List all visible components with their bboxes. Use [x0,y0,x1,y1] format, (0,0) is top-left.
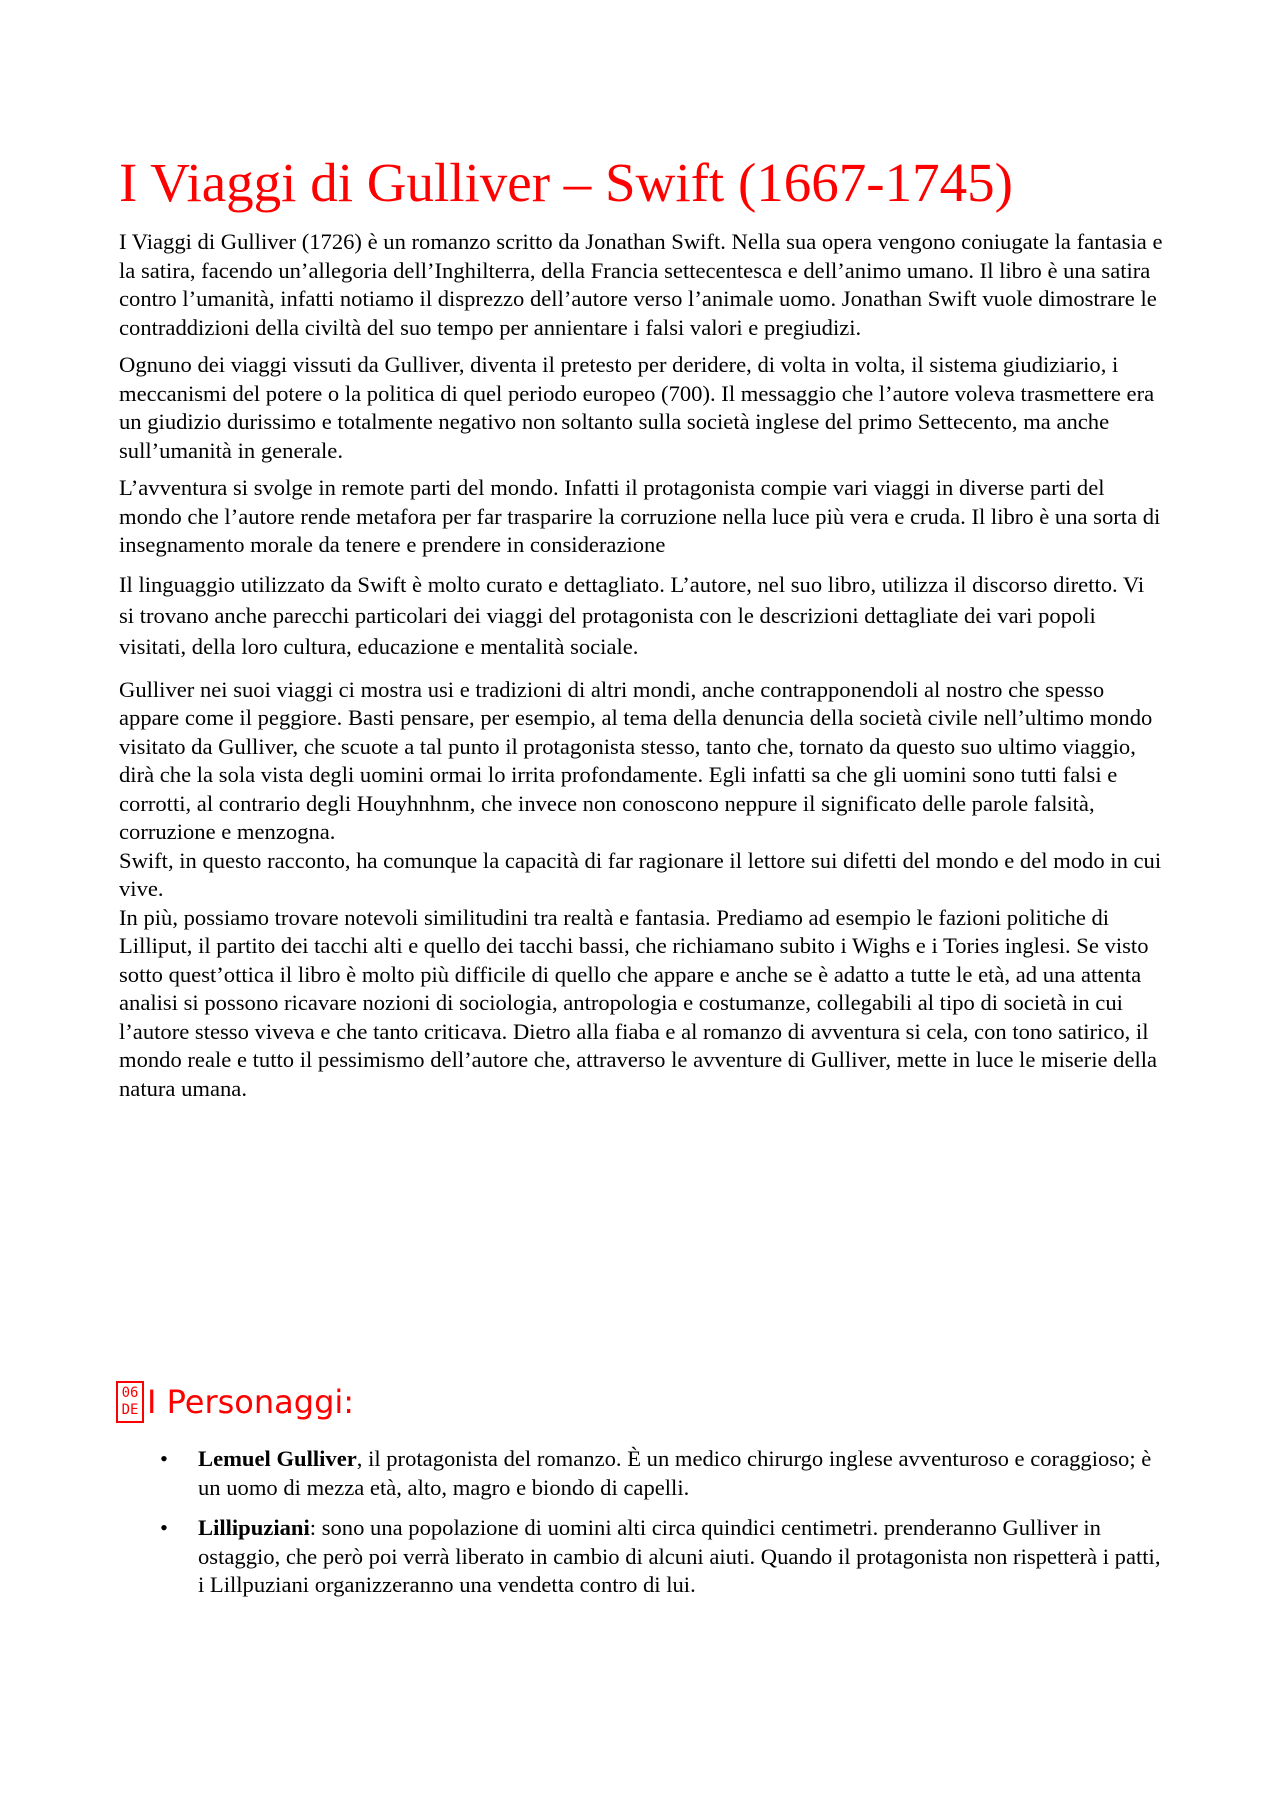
paragraph-customs: Gulliver nei suoi viaggi ci mostra usi e tradizioni di altri mondi, anche contrapponendoli al nostro che spesso appare come il peggiore. Basti pensare, per esempio, al tema della denuncia della società civile nell’ultimo mondo visitato da Gulliver, che scuote a tal punto il protagonista stesso, tanto che, tornato da questo suo ultimo viaggio, dirà che la sola vista degli uomini ormai lo irrita profondamente. Egli infatti sa che gli uomini sono tutti falsi e corrotti, al contrario degli Houyhnhnm, che invece non conoscono neppure il significato delle parole falsità, corruzione e menzogna. [119,676,1153,844]
paragraph-similarities: In più, possiamo trovare notevoli similitudini tra realtà e fantasia. Prediamo ad esempio le fazioni politiche di Lilliput, il partito dei tacchi alti e quello dei tacchi bassi, che richiamano subito i Wighs e i Tories inglesi. Se visto sotto quest’ottica il libro è molto più difficile di quello che appare e anche se è adatto a tutte le età, ad una attenta analisi si possono ricavare nozioni di sociologia, antropologia e costumanze, collegabili al tipo di società in cui l’autore stesso viveva e che tanto criticava. Dietro alla fiaba e al romanzo di avventura si cela, con tono satirico, il mondo reale e tutto il pessimismo dell’autore che, attraverso le avventure di Gulliver, mette in luce le miserie della natura umana. [119,904,1158,1101]
paragraph-voyages: Ognuno dei viaggi vissuti da Gulliver, diventa il pretesto per deridere, di volta in volta, il sistema giudiziario, i meccanismi del potere o la politica di quel periodo europeo (700). Il messaggio che l’autore voleva trasmettere era un giudizio durissimo e totalmente negativo non soltanto sulla società inglese del primo Settecento, ma anche sull’umanità in generale. [119,352,1155,463]
list-item [160,1445,1170,1502]
character-description: , il protagonista del romanzo. È un medico chirurgo inglese avventuroso e coraggioso; è un uomo di mezza età, alto, magro e biondo di capelli. [198,1446,1152,1500]
paragraph-language: Il linguaggio utilizzato da Swift è molto curato e dettagliato. L’autore, nel suo libro, utilizza il discorso diretto. Vi si trovano anche parecchi particolari dei viaggi del protagonista con le descrizioni dettagliate dei vari popoli visitati, della loro cultura, educazione e mentalità sociale. [119,571,1145,659]
characters-heading-text: I Personaggi: [147,1383,355,1421]
characters-list [160,1445,1170,1612]
missing-glyph-icon [116,1381,144,1423]
character-name: Lemuel Gulliver [198,1446,357,1471]
paragraph-intro: I Viaggi di Gulliver (1726) è un romanzo scritto da Jonathan Swift. Nella sua opera vengono coniugate la fantasia e la satira, facendo un’allegoria dell’Inghilterra, della Francia settecentesca e dell’animo umano. Il libro è una satira contro l’umanità, infatti notiamo il disprezzo dell’autore verso l’animale uomo. Jonathan Swift vuole dimostrare le contraddizioni della civiltà del suo tempo per annientare i falsi valori e pregiudizi. [119,229,1163,340]
characters-heading [116,1381,354,1423]
bullet-icon: • [160,1446,168,1471]
glyph-code-bottom: DE [121,1402,139,1418]
paragraph-adventure: L’avventura si svolge in remote parti del mondo. Infatti il protagonista compie vari viaggi in diverse parti del mondo che l’autore rende metafora per far trasparire la corruzione nella luce più vera e cruda. Il libro è una sorta di insegnamento morale da tenere e prendere in considerazione [119,475,1161,557]
document-body [119,228,1164,1103]
list-item [160,1514,1170,1600]
character-description: : sono una popolazione di uomini alti circa quindici centimetri. prenderanno Gulliver in ostaggio, che però poi verrà liberato in cambio di alcuni aiuti. Quando il protagonista non rispetterà i patti, i Lillpuziani organizzeranno una vendetta contro di lui. [198,1515,1161,1597]
glyph-code-top: 06 [121,1385,139,1401]
page-title: I Viaggi di Gulliver – Swift (1667-1745) [119,152,1013,213]
character-name: Lillipuziani [198,1515,310,1540]
bullet-icon: • [160,1515,168,1540]
paragraph-reasoning: Swift, in questo racconto, ha comunque la capacità di far ragionare il lettore sui difetti del mondo e del modo in cui vive. [119,847,1162,901]
